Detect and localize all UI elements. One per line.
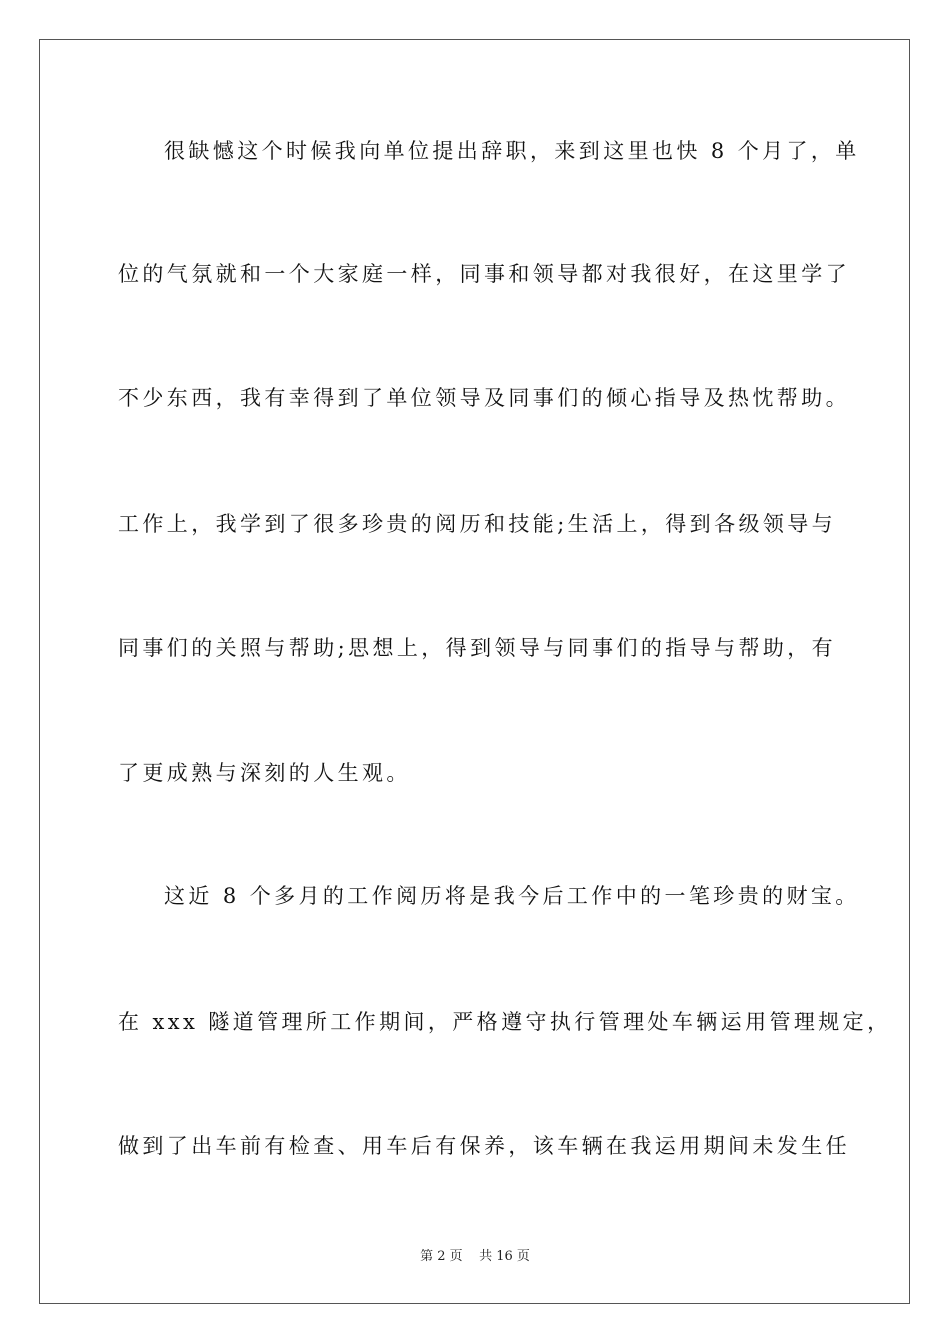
paragraph-line: 在 xxx 隧道管理所工作期间，严格遵守执行管理处车辆运用管理规定， [118,1010,892,1034]
paragraph-line: 做到了出车前有检查、用车后有保养，该车辆在我运用期间未发生任 [118,1134,850,1158]
page-number-footer: 第 2 页 共 16 页 [420,1249,530,1264]
paragraph-line: 位的气氛就和一个大家庭一样，同事和领导都对我很好，在这里学了 [118,262,850,286]
paragraph-line: 同事们的关照与帮助;思想上，得到领导与同事们的指导与帮助，有 [118,636,837,660]
paragraph-line: 工作上，我学到了很多珍贵的阅历和技能;生活上，得到各级领导与 [118,512,837,536]
page-border [39,39,910,1304]
paragraph-line: 很缺憾这个时候我向单位提出辞职，来到这里也快 8 个月了，单 [164,139,860,163]
paragraph-line: 了更成熟与深刻的人生观。 [118,761,411,785]
paragraph-line: 这近 8 个多月的工作阅历将是我今后工作中的一笔珍贵的财宝。 [164,884,860,908]
paragraph-line: 不少东西，我有幸得到了单位领导及同事们的倾心指导及热忱帮助。 [118,386,850,410]
